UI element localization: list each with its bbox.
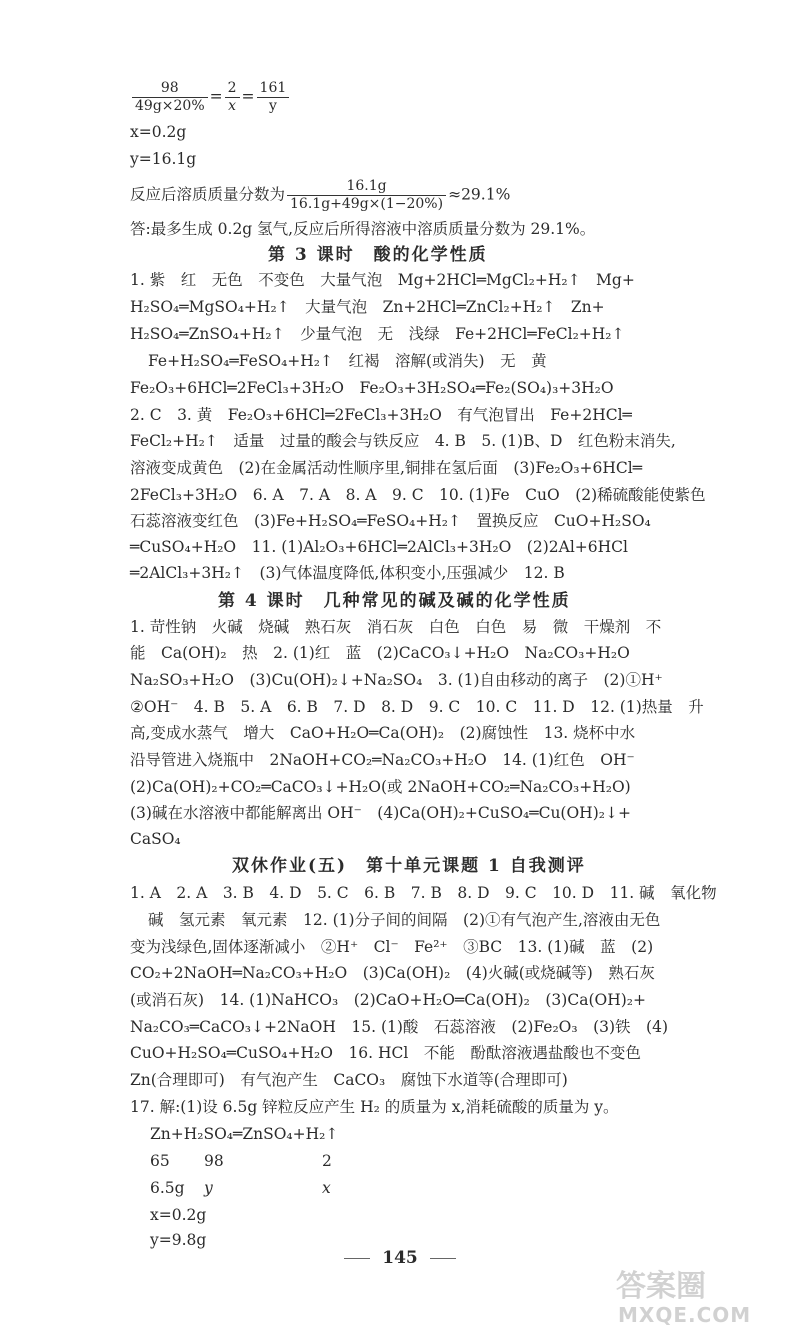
equation-line: Zn+H₂SO₄═ZnSO₄+H₂↑ bbox=[150, 1125, 339, 1143]
text-line: ═2AlCl₃+3H₂↑ (3)气体温度降低,体积变小,压强减少 12. B bbox=[130, 564, 565, 582]
text-line: 沿导管进入烧瓶中 2NaOH+CO₂═Na₂CO₃+H₂O 14. (1)红色 OH⁻ bbox=[130, 751, 635, 769]
text-line: (2)Ca(OH)₂+CO₂═CaCO₃↓+H₂O(或 2NaOH+CO₂═Na₂CO₃+H₂O) bbox=[130, 778, 631, 796]
text-line: 能 Ca(OH)₂ 热 2. (1)红 蓝 (2)CaCO₃↓+H₂O Na₂CO₃+H₂O bbox=[130, 644, 630, 662]
answer-line: 答:最多生成 0.2g 氢气,反应后所得溶液中溶质质量分数为 29.1%。 bbox=[130, 220, 596, 238]
text-line: Fe₂O₃+6HCl═2FeCl₃+3H₂O Fe₂O₃+3H₂SO₄═Fe₂(SO₄)₃+3H₂O bbox=[130, 379, 614, 397]
text-line: 变为浅绿色,固体逐渐减小 ②H⁺ Cl⁻ Fe²⁺ ③BC 13. (1)碱 蓝 (2) bbox=[130, 938, 654, 956]
text-line: CaSO₄ bbox=[130, 830, 181, 848]
result-y-2: y=9.8g bbox=[150, 1231, 207, 1249]
ratio-row-2: 6.5g y x bbox=[150, 1179, 331, 1197]
text-line: Fe+H₂SO₄═FeSO₄+H₂↑ 红褐 溶解(或消失) 无 黄 bbox=[148, 352, 547, 370]
text-line: 1. 苛性钠 火碱 烧碱 熟石灰 消石灰 白色 白色 易 微 干燥剂 不 bbox=[130, 618, 662, 636]
text-line: ═CuSO₄+H₂O 11. (1)Al₂O₃+6HCl═2AlCl₃+3H₂O (2)2Al+6HCl bbox=[130, 538, 628, 556]
text-line: CO₂+2NaOH═Na₂CO₃+H₂O (3)Ca(OH)₂ (4)火碱(或烧碱等) 熟石灰 bbox=[130, 964, 655, 982]
fraction-equation: $\frac{98}{49g\times 20\%}$ = $\frac{2}{x}$ = $\frac{161}{y}$ bbox=[130, 80, 291, 115]
fraction-1: $\frac{98}{49g\times 20\%}$ bbox=[132, 80, 208, 115]
section-title-lesson3: 第 3 课时 酸的化学性质 bbox=[268, 245, 488, 265]
result-y: y=16.1g bbox=[130, 150, 197, 168]
fraction-3: $\frac{161}{y}$ bbox=[257, 80, 290, 115]
dash-left bbox=[344, 1258, 370, 1259]
text-line: Na₂CO₃═CaCO₃↓+2NaOH 15. (1)酸 石蕊溶液 (2)Fe₂O₃ (3)铁 (4) bbox=[130, 1018, 668, 1036]
watermark-logo bbox=[608, 1262, 788, 1328]
text-line: 1. A 2. A 3. B 4. D 5. C 6. B 7. B 8. D 9. C 10. D 11. 碱 氧化物 bbox=[130, 884, 717, 902]
text-line: CuO+H₂SO₄═CuSO₄+H₂O 16. HCl 不能 酚酞溶液遇盐酸也不变色 bbox=[130, 1044, 641, 1062]
mass-fraction: $\frac{16.1g}{16.1g+49g\times(1-20\%)}$ bbox=[287, 178, 446, 213]
section-title-weekend: 双休作业(五) 第十单元课题 1 自我测评 bbox=[232, 856, 586, 876]
text-line: ②OH⁻ 4. B 5. A 6. B 7. D 8. D 9. C 10. C 11. D 12. (1)热量 升 bbox=[130, 698, 704, 716]
text-line: 石蕊溶液变红色 (3)Fe+H₂SO₄═FeSO₄+H₂↑ 置换反应 CuO+H₂SO₄ bbox=[130, 512, 651, 530]
text-line: 2FeCl₃+3H₂O 6. A 7. A 8. A 9. C 10. (1)Fe CuO (2)稀硫酸能使紫色 bbox=[130, 486, 706, 504]
ratio-row-1: 65 98 2 bbox=[150, 1152, 332, 1170]
text-line: H₂SO₄═ZnSO₄+H₂↑ 少量气泡 无 浅绿 Fe+2HCl═FeCl₂+H₂↑ bbox=[130, 325, 625, 343]
watermark-text-bottom: MXQE.COM bbox=[618, 1303, 752, 1327]
text-line: Zn(合理即可) 有气泡产生 CaCO₃ 腐蚀下水道等(合理即可) bbox=[130, 1071, 568, 1089]
text-line: (3)碱在水溶液中都能解离出 OH⁻ (4)Ca(OH)₂+CuSO₄═Cu(OH)₂↓+ bbox=[130, 804, 631, 822]
page-number: 145 bbox=[0, 1248, 800, 1268]
text-line: H₂SO₄═MgSO₄+H₂↑ 大量气泡 Zn+2HCl═ZnCl₂+H₂↑ Zn+ bbox=[130, 298, 605, 316]
text-line: 溶液变成黄色 (2)在金属活动性顺序里,铜排在氢后面 (3)Fe₂O₃+6HCl═ bbox=[130, 459, 643, 477]
dash-right bbox=[430, 1258, 456, 1259]
text-line: (或消石灰) 14. (1)NaHCO₃ (2)CaO+H₂O═Ca(OH)₂ (3)Ca(OH)₂+ bbox=[130, 991, 646, 1009]
watermark-text-top: 答案圈 bbox=[616, 1269, 706, 1304]
text-line: 1. 紫 红 无色 不变色 大量气泡 Mg+2HCl═MgCl₂+H₂↑ Mg+ bbox=[130, 271, 635, 289]
text-line: 2. C 3. 黄 Fe₂O₃+6HCl═2FeCl₃+3H₂O 有气泡冒出 Fe+2HCl═ bbox=[130, 406, 632, 424]
result-x-2: x=0.2g bbox=[150, 1206, 207, 1224]
text-line: 碱 氢元素 氧元素 12. (1)分子间的间隔 (2)①有气泡产生,溶液由无色 bbox=[148, 911, 661, 929]
text-line: 17. 解:(1)设 6.5g 锌粒反应产生 H₂ 的质量为 x,消耗硫酸的质量为 y。 bbox=[130, 1098, 619, 1116]
result-x: x=0.2g bbox=[130, 123, 187, 141]
text-line: Na₂SO₃+H₂O (3)Cu(OH)₂↓+Na₂SO₄ 3. (1)自由移动的离子 (2)①H⁺ bbox=[130, 671, 663, 689]
mass-fraction-line: 反应后溶质质量分数为 $\frac{16.1g}{16.1g+49g\times(1-20\%)}$ ≈29.1% bbox=[130, 178, 511, 212]
fraction-2: $\frac{2}{x}$ bbox=[225, 80, 240, 115]
text-line: 高,变成水蒸气 增大 CaO+H₂O═Ca(OH)₂ (2)腐蚀性 13. 烧杯中水 bbox=[130, 724, 636, 742]
section-title-lesson4: 第 4 课时 几种常见的碱及碱的化学性质 bbox=[218, 591, 571, 611]
text-line: FeCl₂+H₂↑ 适量 过量的酸会与铁反应 4. B 5. (1)B、D 红色粉末消失, bbox=[130, 432, 676, 450]
